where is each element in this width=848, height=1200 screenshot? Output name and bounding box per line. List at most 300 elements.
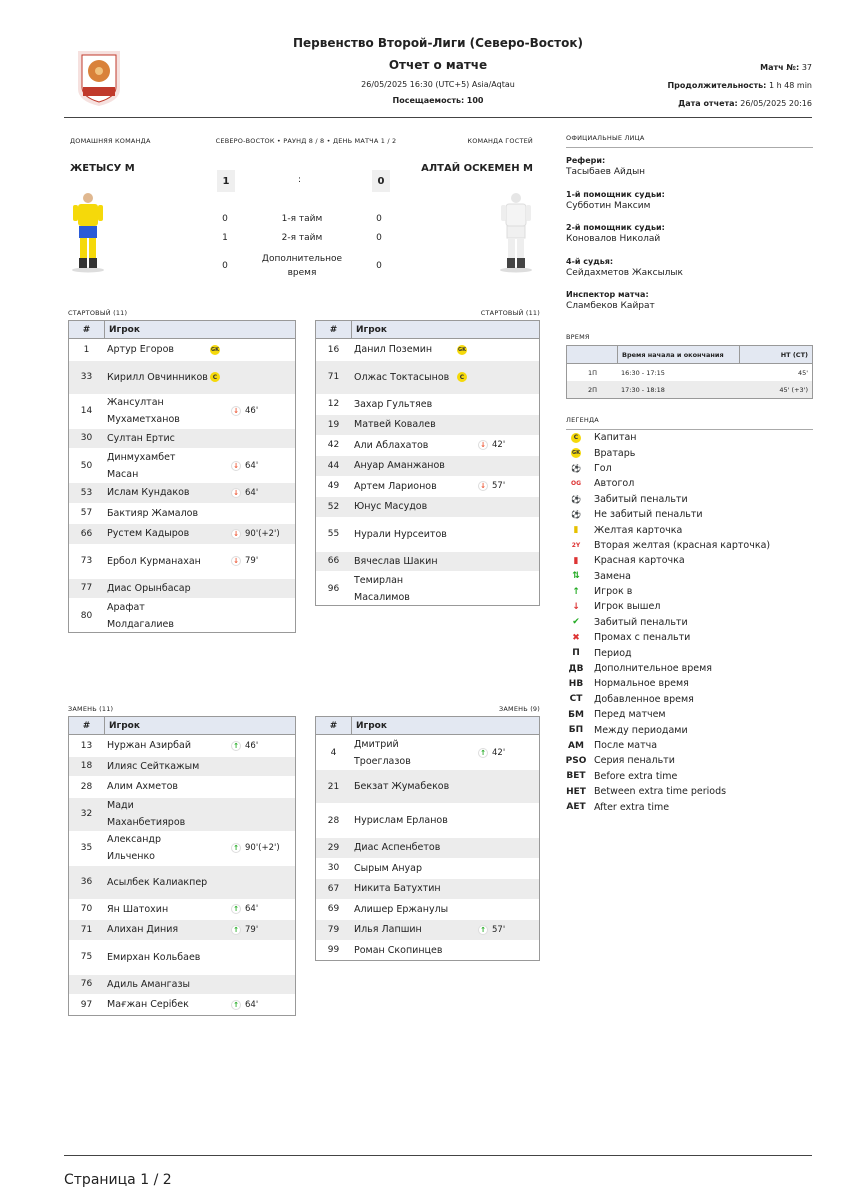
player-number: 28 xyxy=(327,815,340,826)
substitution-event xyxy=(231,488,258,498)
player-name: Ербол Курманахан xyxy=(107,555,201,567)
table-row xyxy=(69,578,295,599)
time-row: 1П 16:30 - 17:15 45' xyxy=(587,368,808,377)
legend-item xyxy=(564,738,814,753)
substitution-minute: 90'(+2') xyxy=(245,843,280,853)
legend-text: Капитан xyxy=(594,432,637,444)
legend-text: Желтая карточка xyxy=(594,524,683,536)
legend-text: Замена xyxy=(594,570,631,582)
substitution-event xyxy=(478,481,505,491)
player-name: Алим Ахметов xyxy=(107,781,179,793)
second-yellow-icon: 2Y xyxy=(571,541,581,549)
player-number: 29 xyxy=(327,842,340,853)
legend-abbreviation: НВ xyxy=(568,678,584,689)
table-row xyxy=(69,797,295,831)
home-score: 1 xyxy=(217,170,235,192)
legend-item xyxy=(564,784,814,799)
player-column-header: Игрок xyxy=(104,717,295,734)
away-kit-icon xyxy=(496,190,536,270)
official-item: 2-й помощник судьи: Коновалов Николай xyxy=(566,223,665,244)
player-number: 66 xyxy=(327,556,340,567)
legend-item xyxy=(564,769,814,784)
legend-abbreviation: HET xyxy=(566,786,586,797)
legend-text: Игрок вышел xyxy=(594,601,661,613)
goalkeeper-icon: GK xyxy=(211,346,219,353)
player-number: 79 xyxy=(327,924,340,935)
player-name: Илияс Сейткажым xyxy=(107,760,200,772)
legend-text: Промах с пенальти xyxy=(594,632,691,644)
substitution-event xyxy=(478,925,505,935)
player-number: 52 xyxy=(327,501,340,512)
table-row xyxy=(316,837,539,858)
player-number: 97 xyxy=(80,999,93,1010)
table-row xyxy=(316,414,539,435)
player-name: Илья Лапшин xyxy=(354,924,422,936)
table-row xyxy=(316,571,539,605)
player-name: Алихан Диния xyxy=(107,924,179,936)
legend-item xyxy=(564,645,814,660)
time-table-header: Время начала и окончания НТ (СТ) xyxy=(567,346,812,364)
player-name: Роман Скопинцев xyxy=(354,944,443,956)
player-name: Нуржан Азирбай xyxy=(107,740,192,752)
own-goal-icon: OG xyxy=(570,480,582,488)
player-number: 44 xyxy=(327,460,340,471)
player-number: 14 xyxy=(80,406,93,416)
player-number: 35 xyxy=(80,843,93,853)
player-number: 70 xyxy=(80,904,93,915)
footer-divider xyxy=(64,1155,812,1156)
player-name: Темирлан Масалимов xyxy=(354,574,410,603)
substitution-minute: 46' xyxy=(245,740,259,751)
legend-item xyxy=(564,553,814,568)
player-number: 30 xyxy=(80,433,93,444)
table-row xyxy=(69,735,295,756)
legend-abbreviation: БМ xyxy=(568,709,584,720)
player-number: 67 xyxy=(327,883,340,894)
player-name: Артем Ларионов xyxy=(354,480,437,492)
legend-text: Забитый пенальти xyxy=(594,493,688,505)
table-row xyxy=(69,394,295,428)
player-name: Ануар Аманжанов xyxy=(354,460,445,472)
home-subs-table xyxy=(68,716,296,1016)
table-row xyxy=(69,940,295,974)
legend-text: Красная карточка xyxy=(594,555,685,567)
legend-item xyxy=(564,445,814,460)
player-name: Динмухамбет Масан xyxy=(107,451,176,480)
player-number: 73 xyxy=(80,556,93,566)
table-row xyxy=(316,476,539,497)
player-number: 55 xyxy=(327,529,340,539)
player-name: Жансултан Мухаметханов xyxy=(107,397,180,425)
player-out-icon: ↓ xyxy=(478,440,488,450)
legend-item xyxy=(564,461,814,476)
table-row xyxy=(69,756,295,777)
header-divider xyxy=(64,117,812,118)
number-column-header: # xyxy=(82,324,91,335)
player-number: 33 xyxy=(80,372,93,382)
table-row xyxy=(316,858,539,879)
player-in-icon: ↑ xyxy=(231,1000,241,1010)
legend-abbreviation: АМ xyxy=(568,740,584,751)
officials-divider xyxy=(566,147,813,148)
table-row xyxy=(69,831,295,865)
legend-item xyxy=(564,522,814,537)
player-name: Кирилл Овчинников xyxy=(107,371,208,383)
table-row xyxy=(316,551,539,572)
legend-abbreviation: ДВ xyxy=(568,663,584,674)
legend-item xyxy=(564,676,814,691)
player-in-icon: ↑ xyxy=(231,904,241,914)
legend-text: Вратарь xyxy=(594,447,636,459)
player-name: Вячеслав Шакин xyxy=(354,555,438,567)
legend-abbreviation: BET xyxy=(566,771,586,782)
legend-text: Игрок в xyxy=(594,586,633,598)
legend-text: Гол xyxy=(594,462,612,474)
player-name: Емирхан Кольбаев xyxy=(107,951,201,963)
substitution-event xyxy=(231,461,258,471)
table-row xyxy=(316,899,539,920)
report-date: Дата отчета: 26/05/2025 20:16 xyxy=(678,99,812,108)
legend-item xyxy=(564,799,814,814)
table-row xyxy=(69,360,295,394)
player-number: 4 xyxy=(330,747,337,758)
table-row xyxy=(316,735,539,769)
table-header xyxy=(316,321,539,339)
player-number: 53 xyxy=(80,487,93,498)
legend-text: Дополнительное время xyxy=(594,663,713,675)
legend-item xyxy=(564,692,814,707)
substitution-event xyxy=(231,1000,258,1010)
table-row xyxy=(316,803,539,837)
player-number: 66 xyxy=(80,528,93,539)
away-score: 0 xyxy=(372,170,390,192)
substitution-icon: ⇅ xyxy=(572,571,580,582)
substitution-minute: 57' xyxy=(492,924,506,935)
player-number: 32 xyxy=(80,809,93,819)
player-name: Ян Шатохин xyxy=(107,903,169,915)
table-row xyxy=(69,428,295,449)
legend-abbreviation: PSO xyxy=(565,755,587,766)
table-row xyxy=(69,523,295,544)
player-name: Диас Аспенбетов xyxy=(354,842,441,854)
legend-item xyxy=(564,430,814,445)
player-number: 80 xyxy=(80,610,93,621)
official-item: Инспектор матча: Сламбеков Кайрат xyxy=(566,290,655,311)
table-row xyxy=(316,769,539,803)
player-name: Султан Ертис xyxy=(107,432,175,444)
score-separator: : xyxy=(298,175,302,185)
penalty-scored-icon: ⚽ xyxy=(571,494,581,504)
player-name: Матвей Ковалев xyxy=(354,419,436,431)
substitution-event xyxy=(231,529,280,539)
player-name: Нурислам Ерланов xyxy=(354,815,448,826)
yellow-card-icon: ▮ xyxy=(573,525,579,536)
legend-item xyxy=(564,722,814,737)
goal-icon: ⚽ xyxy=(571,463,581,473)
official-item: 4-й судья: Сейдахметов Жаксылык xyxy=(566,256,683,278)
substitution-event xyxy=(231,843,280,853)
table-row xyxy=(69,482,295,503)
away-team-label: КОМАНДА ГОСТЕЙ xyxy=(467,137,533,145)
player-number: 96 xyxy=(327,583,340,594)
goalkeeper-icon: GK xyxy=(572,450,580,457)
player-name: Дмитрий Троеглазов xyxy=(354,738,411,767)
player-number: 28 xyxy=(80,781,93,792)
legend-title: ЛЕГЕНДА xyxy=(566,416,599,424)
player-number: 75 xyxy=(80,952,93,962)
player-name: Данил Поземин xyxy=(354,344,433,356)
table-row xyxy=(316,339,539,360)
player-number: 30 xyxy=(327,863,340,874)
player-number: 16 xyxy=(327,344,340,355)
time-title: ВРЕМЯ xyxy=(566,333,590,341)
match-number: Матч №: 37 xyxy=(760,63,812,72)
substitution-event xyxy=(231,556,258,566)
round-info: СЕВЕРО-ВОСТОК • РАУНД 8 / 8 • ДЕНЬ МАТЧА 1 / 2 xyxy=(215,137,397,145)
player-name: Ислам Кундаков xyxy=(107,487,190,499)
away-team-name: АЛТАЙ ОСКЕМЕН М xyxy=(421,163,533,174)
player-name: Захар Гультяев xyxy=(354,398,433,410)
player-number: 19 xyxy=(327,419,340,430)
player-number: 57 xyxy=(80,508,93,519)
time-row: 2П 17:30 - 18:18 45' (+3') xyxy=(567,381,812,398)
player-number: 50 xyxy=(80,460,93,471)
table-row xyxy=(316,940,539,961)
player-name: Никита Батухтин xyxy=(354,883,441,895)
officials-list xyxy=(566,156,813,324)
substitution-minute: 64' xyxy=(245,460,259,471)
table-header xyxy=(69,321,295,339)
legend-text: After extra time xyxy=(594,801,670,813)
legend-abbreviation: П xyxy=(572,648,580,659)
substitution-event xyxy=(231,406,258,416)
player-name: Рустем Кадыров xyxy=(107,528,190,540)
legend-item xyxy=(564,476,814,491)
home-team-label: ДОМАШНЯЯ КОМАНДА xyxy=(70,137,151,145)
table-row xyxy=(316,878,539,899)
player-in-icon: ↑ xyxy=(478,925,488,935)
number-column-header: # xyxy=(329,324,338,335)
number-column-header: # xyxy=(82,720,91,731)
player-number: 99 xyxy=(327,945,340,956)
substitution-minute: 42' xyxy=(492,440,506,451)
substitution-event xyxy=(478,440,505,450)
player-number: 1 xyxy=(83,344,90,355)
match-datetime: 26/05/2025 16:30 (UTC+5) Asia/Aqtau xyxy=(361,80,515,89)
match-duration: Продолжительность: 1 h 48 min xyxy=(667,81,812,90)
player-name: Асылбек Калиакпер xyxy=(107,876,208,888)
period-row: 1 2-я тайм 0 xyxy=(222,233,382,243)
legend-abbreviation: БП xyxy=(568,725,584,736)
player-out-icon: ↓ xyxy=(478,481,488,491)
legend-text: Перед матчем xyxy=(594,709,666,721)
player-name: Алишер Ержанулы xyxy=(354,903,449,915)
table-row xyxy=(69,919,295,940)
shootout-scored-icon: ✔ xyxy=(572,617,580,628)
official-item: Рефери: Тасыбаев Айдын xyxy=(566,156,646,177)
legend-text: Автогол xyxy=(594,478,635,490)
player-in-icon: ↑ xyxy=(572,586,580,597)
player-name: Юнус Масудов xyxy=(354,501,428,513)
player-number: 21 xyxy=(327,781,340,792)
table-row xyxy=(69,503,295,524)
substitution-event xyxy=(231,741,258,751)
player-in-icon: ↑ xyxy=(231,843,241,853)
table-row xyxy=(316,919,539,940)
substitution-event xyxy=(478,748,505,758)
player-number: 12 xyxy=(327,399,340,410)
table-row xyxy=(316,455,539,476)
player-in-icon: ↑ xyxy=(231,741,241,751)
player-name: Адиль Амангазы xyxy=(107,978,190,990)
legend-abbreviation: AET xyxy=(566,802,586,813)
legend-item xyxy=(564,599,814,614)
legend-text: Серия пенальти xyxy=(594,755,675,767)
player-number: 18 xyxy=(80,761,93,772)
legend-text: Между периодами xyxy=(594,724,688,736)
substitution-minute: 57' xyxy=(492,481,506,492)
substitution-minute: 90'(+2') xyxy=(245,528,280,539)
period-row: 0 1-я тайм 0 xyxy=(222,214,382,224)
time-table xyxy=(566,345,813,399)
table-row xyxy=(69,974,295,995)
legend-item xyxy=(564,630,814,645)
captain-icon: C xyxy=(210,372,220,382)
legend-item xyxy=(564,507,814,522)
legend-item xyxy=(564,661,814,676)
away-subs-table xyxy=(315,716,540,961)
player-name: Бекзат Жумабеков xyxy=(354,781,450,792)
home-subs-label: ЗАМЕНЬ (11) xyxy=(68,705,114,713)
player-out-icon: ↓ xyxy=(572,601,580,612)
official-item: 1-й помощник судьи: Субботин Максим xyxy=(566,189,665,211)
legend-item xyxy=(564,538,814,553)
legend-text: Добавленное время xyxy=(594,693,694,705)
period-row: 0 Дополнительное время 0 xyxy=(222,254,382,278)
player-number: 71 xyxy=(80,924,93,935)
table-row xyxy=(69,544,295,578)
federation-logo xyxy=(74,49,124,107)
player-name: Мағжан Серібек xyxy=(107,999,189,1011)
player-name: Али Аблахатов xyxy=(354,439,429,451)
player-in-icon: ↑ xyxy=(478,748,488,758)
home-starting-label: СТАРТОВЫЙ (11) xyxy=(68,309,128,317)
substitution-event xyxy=(231,925,258,935)
player-name: Диас Орынбасар xyxy=(107,582,191,594)
attendance: Посещаемость: 100 xyxy=(392,96,484,105)
legend-item xyxy=(564,707,814,722)
substitution-event xyxy=(231,904,258,914)
player-number: 71 xyxy=(327,372,340,382)
substitution-minute: 79' xyxy=(245,556,259,566)
legend-item xyxy=(564,615,814,630)
home-starting-table xyxy=(68,320,296,633)
home-kit-icon xyxy=(68,190,108,270)
player-name: Нурали Нурсеитов xyxy=(354,528,447,540)
legend-item xyxy=(564,492,814,507)
player-name: Бактияр Жамалов xyxy=(107,507,199,519)
captain-icon: C xyxy=(564,433,588,443)
substitution-minute: 79' xyxy=(245,924,259,935)
table-row xyxy=(69,865,295,899)
legend-item xyxy=(564,569,814,584)
away-starting-table xyxy=(315,320,540,606)
player-number: 49 xyxy=(327,481,340,492)
home-team-name: ЖЕТЫСУ М xyxy=(70,163,135,174)
table-header xyxy=(316,717,539,735)
player-column-header: Игрок xyxy=(351,717,539,734)
table-row xyxy=(69,776,295,797)
legend-text: Забитый пенальти xyxy=(594,616,688,628)
number-column-header: # xyxy=(329,720,338,731)
legend-abbreviation: СТ xyxy=(569,694,583,705)
red-card-icon: ▮ xyxy=(573,555,579,566)
player-name: Александр Ильченко xyxy=(107,834,162,862)
player-in-icon: ↑ xyxy=(231,925,241,935)
player-column-header: Игрок xyxy=(351,321,539,338)
legend-text: Нормальное время xyxy=(594,678,689,690)
player-out-icon: ↓ xyxy=(231,529,241,539)
legend-text: Период xyxy=(594,647,632,659)
player-number: 36 xyxy=(80,877,93,887)
substitution-minute: 46' xyxy=(245,406,259,416)
player-number: 13 xyxy=(80,740,93,751)
table-row xyxy=(316,435,539,456)
legend-text: После матча xyxy=(594,740,658,751)
captain-icon: C xyxy=(457,372,467,382)
goalkeeper-icon: GK xyxy=(458,346,466,353)
table-row xyxy=(316,394,539,415)
competition-title: Первенство Второй-Лиги (Северо-Восток) xyxy=(293,36,583,50)
table-row xyxy=(69,339,295,360)
table-row xyxy=(316,360,539,394)
penalty-missed-icon: ⚽ xyxy=(571,510,581,520)
player-number: 69 xyxy=(327,904,340,915)
legend-item xyxy=(564,584,814,599)
legend-list xyxy=(564,430,814,815)
legend-text: Не забитый пенальти xyxy=(594,509,703,521)
substitution-minute: 64' xyxy=(245,999,259,1010)
away-starting-label: СТАРТОВЫЙ (11) xyxy=(480,309,540,317)
substitution-minute: 42' xyxy=(492,747,506,758)
table-row xyxy=(69,899,295,920)
player-name: Сырым Ануар xyxy=(354,862,423,874)
player-column-header: Игрок xyxy=(104,321,295,338)
table-header xyxy=(69,717,295,735)
substitution-minute: 64' xyxy=(245,904,259,915)
shootout-missed-icon: ✖ xyxy=(572,632,580,643)
player-name: Арафат Молдагалиев xyxy=(107,601,174,630)
player-out-icon: ↓ xyxy=(231,556,241,566)
table-row xyxy=(316,517,539,551)
player-out-icon: ↓ xyxy=(231,406,241,416)
player-name: Олжас Токтасынов xyxy=(354,371,450,383)
away-subs-label: ЗАМЕНЬ (9) xyxy=(499,705,540,713)
page-number: Страница 1 / 2 xyxy=(64,1172,172,1188)
table-row xyxy=(69,598,295,632)
legend-text: Вторая желтая (красная карточка) xyxy=(594,539,771,551)
table-row xyxy=(69,448,295,482)
legend-text: Before extra time xyxy=(594,770,678,782)
report-title: Отчет о матче xyxy=(388,58,488,72)
player-name: Мади Маханбетияров xyxy=(107,800,186,828)
player-name: Артур Егоров xyxy=(107,344,174,356)
substitution-minute: 64' xyxy=(245,487,259,498)
legend-item xyxy=(564,753,814,768)
player-number: 76 xyxy=(80,979,93,990)
player-out-icon: ↓ xyxy=(231,488,241,498)
player-number: 42 xyxy=(327,440,340,451)
